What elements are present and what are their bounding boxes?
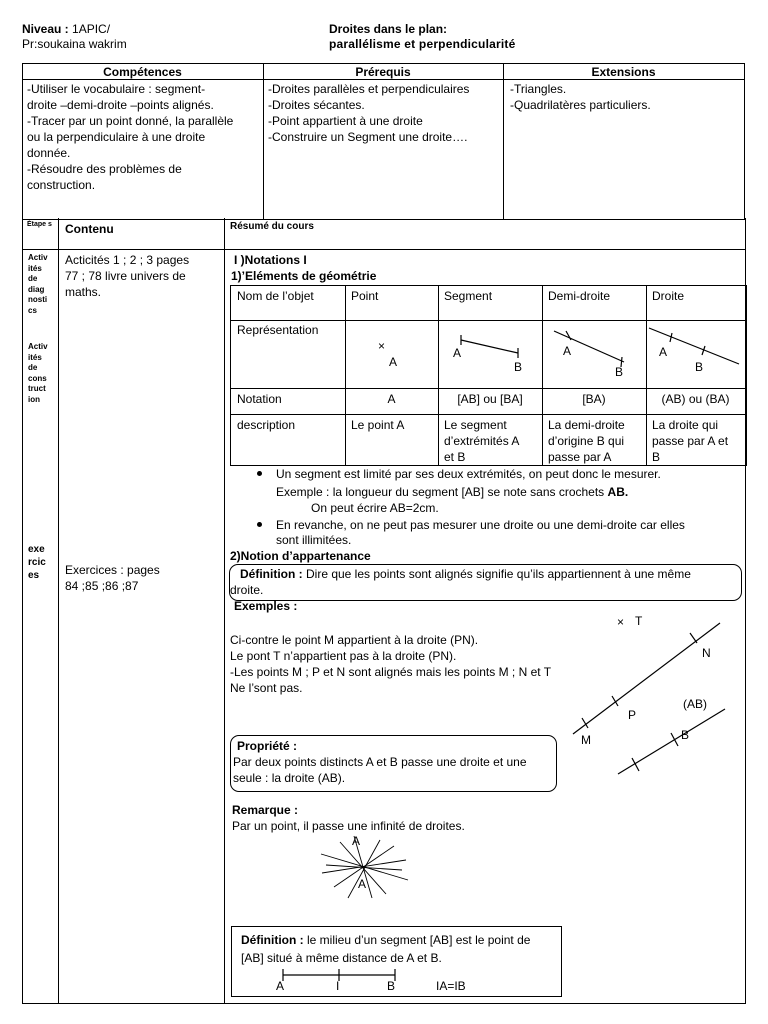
notation-point: A — [387, 392, 396, 406]
bullet2-line2: sont illimitées. — [276, 533, 352, 547]
etape-text: de — [28, 363, 38, 372]
extensions-list — [510, 81, 651, 113]
etape-text: Activ — [28, 342, 48, 351]
label-ab: (AB) — [683, 697, 707, 711]
cross-icon: × — [378, 339, 386, 353]
milieu-equation: IA=IB — [436, 979, 466, 993]
niveau-label: Niveau : — [22, 22, 69, 36]
definition-milieu-line2: [AB] situé à même distance de A et B. — [241, 951, 442, 965]
etape-exercices — [28, 543, 46, 582]
definition-label: Définition : — [240, 567, 303, 581]
label-demi-a: A — [563, 344, 572, 358]
label-star-a-top: A — [352, 834, 361, 848]
desc-droite — [652, 417, 728, 465]
notation-demi-droite: [BA) — [582, 392, 606, 406]
representation-figures — [345, 320, 746, 388]
desc-line: B — [652, 450, 661, 464]
propriete-text — [233, 754, 527, 786]
etape-text: diag — [28, 284, 45, 294]
propriete-label: Propriété : — [237, 739, 298, 753]
label-demi-b: B — [615, 365, 624, 379]
exemple-line: Le pont T n’appartient pas à la droite (PN). — [230, 649, 457, 663]
header-competences: Compétences — [103, 65, 182, 79]
prerequis-line: -Construire un Segment une droite…. — [268, 130, 468, 144]
col-point: Point — [351, 289, 379, 303]
label-t: T — [635, 614, 643, 628]
col-droite: Droite — [652, 289, 685, 303]
label-segment-a: A — [453, 346, 462, 360]
competence-line: -Tracer par un point donné, la parallèle — [27, 114, 234, 128]
header-prerequis: Prérequis — [355, 65, 411, 79]
exemples-label: Exemples : — [234, 599, 298, 613]
desc-point — [351, 417, 404, 433]
competence-line: -Résoudre des problèmes de — [27, 162, 182, 176]
desc-line: Le segment — [444, 418, 507, 432]
contenu-line: maths. — [65, 285, 102, 299]
bullet1-line1: Un segment est limité par ses deux extrémités, on peut donc le mesurer. — [276, 467, 661, 481]
etape-text: ion — [28, 394, 40, 404]
desc-line: La demi-droite — [548, 418, 625, 432]
bullet2-line1: En revanche, on ne peut pas mesurer une droite ou une demi-droite car elles — [276, 518, 685, 532]
competence-line: donnée. — [27, 146, 71, 160]
alignment-figure — [560, 608, 740, 778]
col-segment: Segment — [444, 289, 493, 303]
competences-list — [27, 81, 233, 193]
row-description: description — [237, 418, 296, 432]
desc-line: d’origine B qui — [548, 434, 625, 448]
header-etapes: Étape s — [27, 221, 52, 228]
contenu-exercices — [65, 562, 160, 594]
extension-line: -Quadrilatères particuliers. — [510, 98, 651, 112]
contenu-line: Exercices : pages — [65, 563, 160, 577]
bullet-icon — [257, 522, 262, 527]
notation-droite: (AB) ou (BA) — [661, 392, 730, 406]
niveau-value: 1APIC/ — [72, 22, 111, 36]
contenu-line: Acticités 1 ; 2 ; 3 pages — [65, 253, 190, 267]
etape-text: cs — [28, 305, 37, 315]
teacher-name: Pr:soukaina wakrim — [22, 37, 127, 51]
etape-text: es — [28, 570, 40, 581]
prerequis-line: -Droites sécantes. — [268, 98, 365, 112]
etape-text: Activ — [28, 253, 48, 262]
label-droite-a: A — [659, 345, 668, 359]
page-title-line1: Droites dans le plan: — [329, 22, 448, 36]
appartenance-title: 2)Notion d’appartenance — [230, 549, 371, 563]
contenu-line: 84 ;85 ;86 ;87 — [65, 579, 139, 593]
lines-through-point-figure — [316, 830, 416, 910]
prerequis-line: -Point appartient à une droite — [268, 114, 423, 128]
label-segment-b: B — [514, 360, 523, 374]
extension-line: -Triangles. — [510, 82, 567, 96]
etape-construction — [28, 342, 48, 405]
propriete-line: seule : la droite (AB). — [233, 771, 346, 785]
contenu-line: 77 ; 78 livre univers de — [65, 269, 186, 283]
competence-line: droite –demi-droite –points alignés. — [27, 98, 214, 112]
label-milieu-a: A — [276, 979, 285, 993]
definition-text: le milieu d’un segment [AB] est le point de — [303, 933, 531, 947]
definition-alignes-line2: droite. — [230, 583, 264, 597]
desc-line: La droite qui — [652, 418, 719, 432]
exemple-line: Ne l’sont pas. — [230, 681, 303, 695]
etape-text: cons — [28, 373, 47, 383]
etape-diagnostic — [28, 253, 48, 316]
col-demi-droite: Demi-droite — [548, 289, 611, 303]
row-representation: Représentation — [237, 323, 319, 337]
exemples-text — [230, 632, 551, 696]
elements-title: 1)’Eléments de géométrie — [231, 269, 377, 283]
competence-line: ou la perpendiculaire à une droite — [27, 130, 206, 144]
bullet1-line3: On peut écrire AB=2cm. — [311, 501, 439, 515]
header-niveau — [22, 22, 110, 36]
bullet1-line2-bold: AB. — [607, 485, 629, 499]
label-milieu-b: B — [387, 979, 396, 993]
bullet1-line2-text: Exemple : la longueur du segment [AB] se note sans crochets — [276, 485, 608, 499]
label-p: P — [628, 708, 637, 722]
notations-title: I )Notations I — [234, 253, 307, 267]
cross-icon: × — [617, 615, 625, 629]
definition-alignes-line1 — [240, 566, 691, 582]
page-title-line2: parallélisme et perpendicularité — [329, 37, 516, 51]
etape-text: exe — [28, 544, 45, 555]
etape-text: ités — [28, 263, 42, 273]
etape-text: rcic — [28, 557, 46, 568]
definition-milieu-line1 — [241, 932, 530, 948]
label-point-a: A — [389, 355, 398, 369]
competence-line: -Utiliser le vocabulaire : segment- — [27, 82, 206, 96]
header-contenu: Contenu — [65, 222, 114, 236]
desc-line: d’extrémités A — [444, 434, 520, 448]
main-table-left-border — [22, 218, 23, 1004]
etape-text: truct — [28, 384, 46, 393]
label-m: M — [581, 733, 591, 747]
bullet1-line2 — [276, 484, 628, 500]
row-notation: Notation — [237, 392, 282, 406]
desc-line: passe par A — [548, 450, 612, 464]
desc-line: Le point A — [351, 418, 405, 432]
etape-text: ités — [28, 352, 42, 362]
etape-text: de — [28, 274, 38, 283]
definition-text: Dire que les points sont alignés signifie qu’ils appartiennent à une même — [302, 567, 691, 581]
label-droite-b: B — [695, 360, 704, 374]
notation-segment: [AB] ou [BA] — [457, 392, 523, 406]
header-extensions: Extensions — [591, 65, 656, 79]
desc-line: passe par A et — [652, 434, 729, 448]
etape-text: nosti — [28, 295, 48, 304]
prerequis-line: -Droites parallèles et perpendiculaires — [268, 82, 470, 96]
contenu-activites — [65, 252, 189, 300]
remarque-text: Par un point, il passe une infinité de droites. — [232, 819, 465, 833]
header-resume: Résumé du cours — [230, 221, 314, 232]
label-b: B — [681, 728, 690, 742]
label-star-a-center: A — [358, 877, 367, 891]
exemple-line: Ci-contre le point M appartient à la droite (PN). — [230, 633, 479, 647]
col-nom-objet: Nom de l’objet — [237, 289, 314, 303]
desc-line: et B — [444, 450, 466, 464]
remarque-label: Remarque : — [232, 803, 299, 817]
propriete-line: Par deux points distincts A et B passe une droite et une — [233, 755, 527, 769]
exemple-line: -Les points M ; P et N sont alignés mais les points M ; N et T — [230, 665, 552, 679]
prerequis-list — [268, 81, 469, 145]
milieu-figure — [270, 966, 410, 994]
label-milieu-i: I — [336, 979, 340, 993]
bullet-icon — [257, 471, 262, 476]
desc-demi-droite — [548, 417, 625, 465]
competence-line: construction. — [27, 178, 96, 192]
label-n: N — [702, 646, 711, 660]
definition-label: Définition : — [241, 933, 304, 947]
desc-segment — [444, 417, 519, 465]
